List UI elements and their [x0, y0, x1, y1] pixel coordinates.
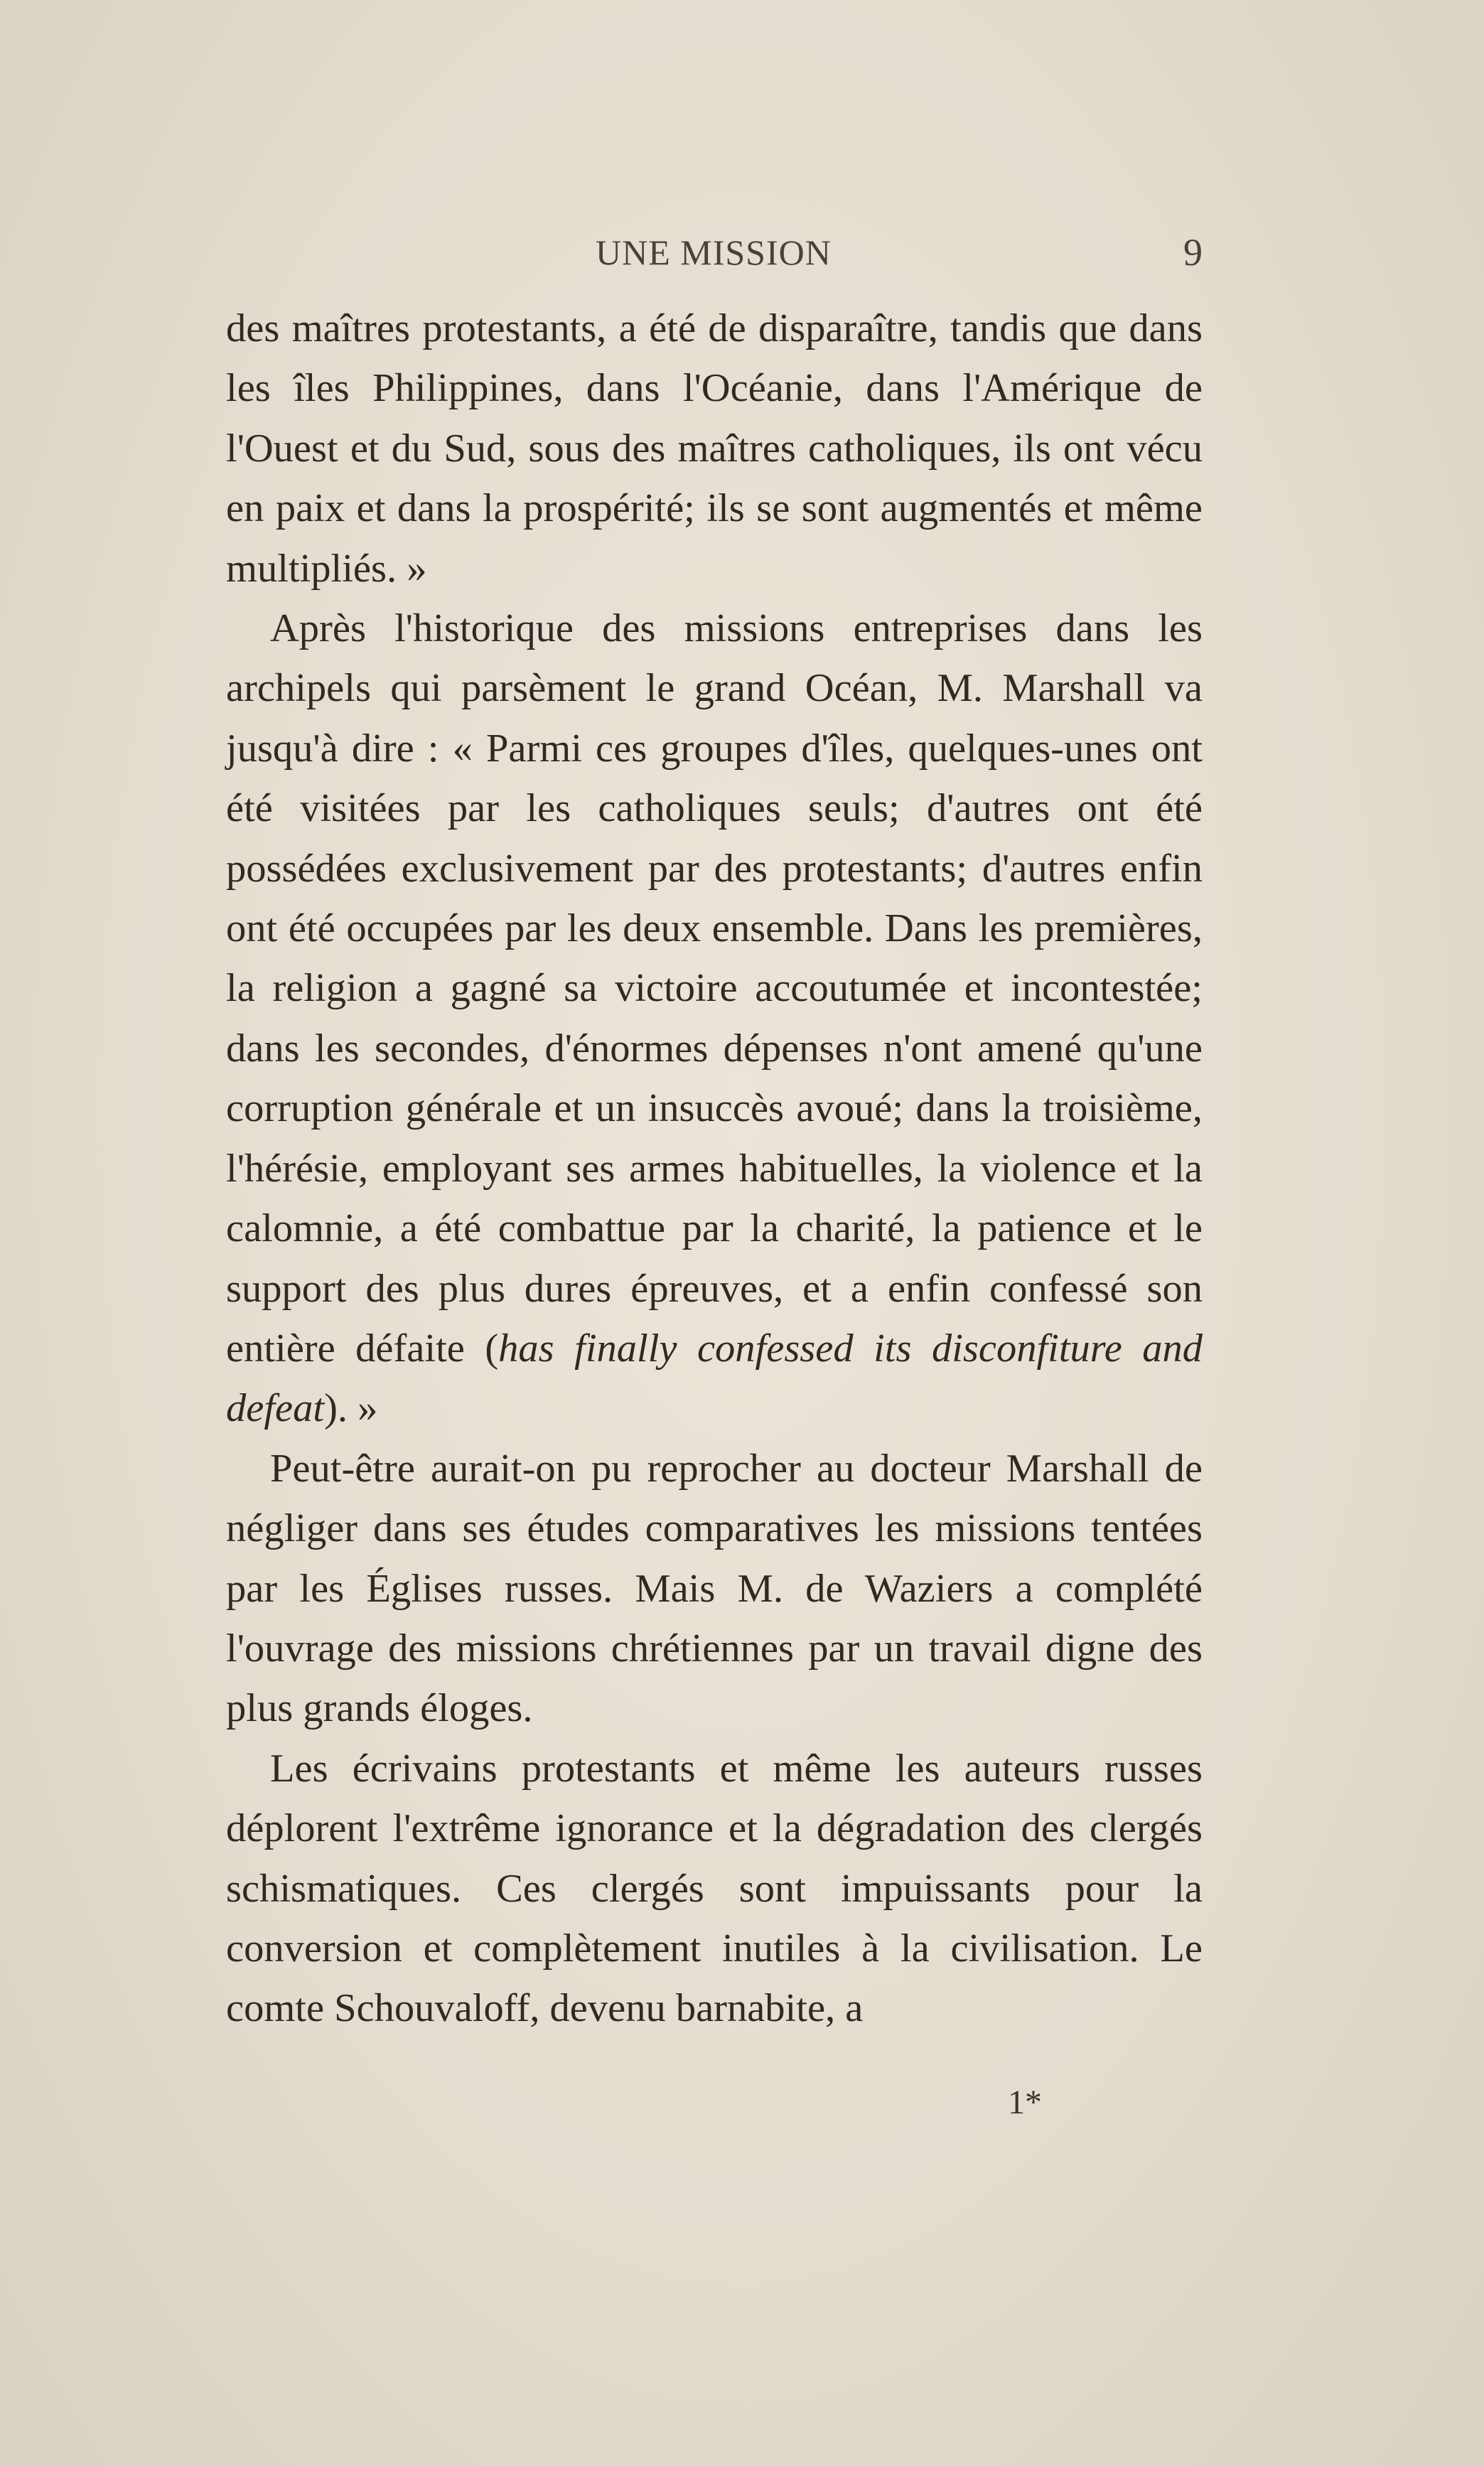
signature-mark: 1*	[1008, 2084, 1042, 2121]
page-number: 9	[1183, 231, 1203, 274]
english-quote-italic: has finally confessed its disconfiture and defeat	[226, 1326, 1203, 1431]
paragraph-marshall-quote-text: Après l'historique des missions entreprises dans les archipels qui parsèment le grand Océan, M. Marshall va jusqu'à dire : « Parmi ces groupes d'îles, quelques-unes ont été visitées par les catholiques seuls; d'autres ont été possédées exclusivement par des protestants; d'autres enfin ont été occupées par les deux ensemble. Dans les premières, la religion a gagné sa victoire accoutumée et incontestée; dans les secondes, d'énormes dépenses n'ont amené qu'une corruption générale et un insuccès avoué; dans la troisième, l'hérésie, employant ses armes habituelles, la violence et la calomnie, a été combattue par la charité, la patience et le support des plus dures épreuves, et a enfin confessé son entière défaite (	[226, 606, 1203, 1371]
paragraph-clergy: Les écrivains protestants et même les auteurs russes déplorent l'extrême ignorance et la dégradation des clergés schismatiques. Ces clergés sont impuissants pour la conversion et complètement inutiles à la civilisation. Le comte Schouvaloff, devenu barnabite, a	[226, 1746, 1203, 2031]
paragraph-continuation: des maîtres protestants, a été de disparaître, tandis que dans les îles Philippines, dans l'Océanie, dans l'Amérique de l'Ouest et du Sud, sous des maîtres catholiques, ils ont vécu en paix et dans la prospérité; ils se sont augmentés et même multipliés. »	[226, 306, 1203, 591]
body-text	[226, 299, 1203, 2039]
page-header	[226, 226, 1203, 283]
paragraph-waziers: Peut-être aurait-on pu reprocher au docteur Marshall de négliger dans ses études comparatives les missions tentées par les Églises russes. Mais M. de Waziers a complété l'ouvrage des missions chrétiennes par un travail digne des plus grands éloges.	[226, 1446, 1203, 1731]
running-head: UNE MISSION	[596, 232, 832, 272]
paragraph-marshall-quote-tail: ). »	[324, 1386, 378, 1431]
paragraph-marshall-quote	[226, 599, 1203, 1439]
